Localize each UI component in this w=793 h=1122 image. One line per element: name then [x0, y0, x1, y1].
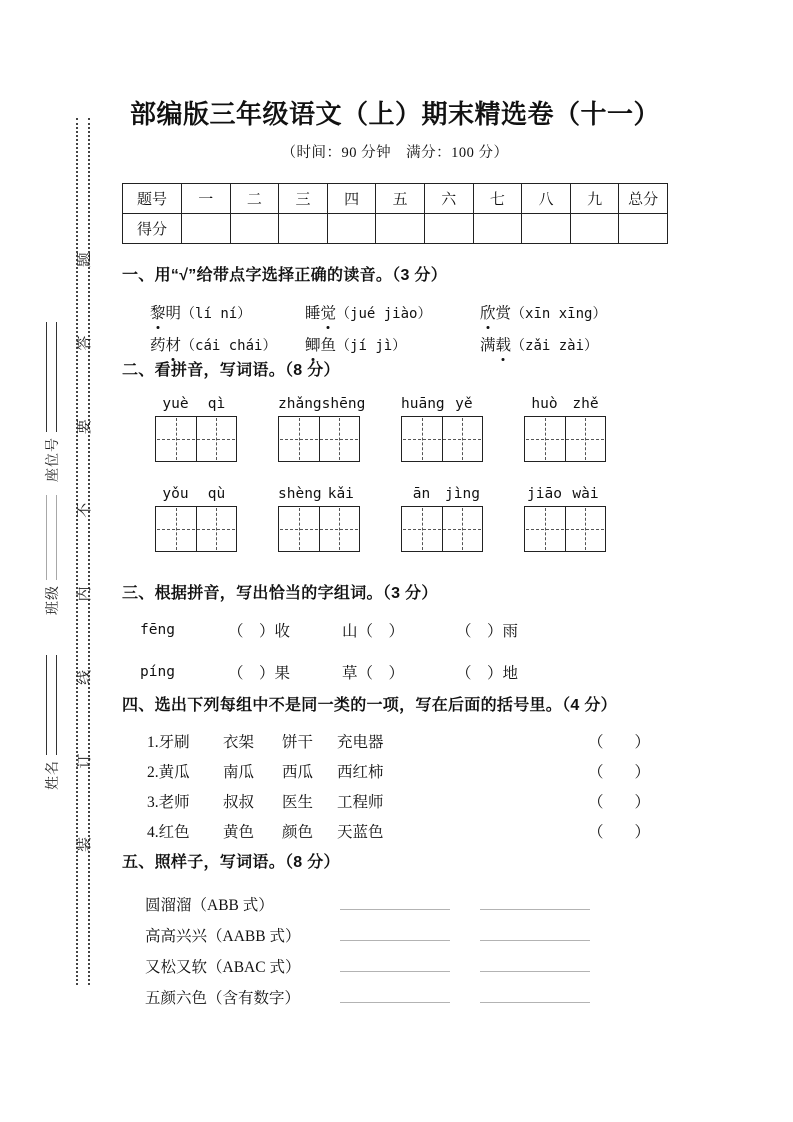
grid-cell [525, 507, 565, 551]
pinyin-grid-row [122, 486, 674, 552]
score-table-empty-cell [521, 213, 570, 243]
seat-number-field-blank [46, 322, 57, 432]
class-field [41, 495, 62, 615]
pinyin-grid-group [155, 396, 237, 462]
odd-one-out-row [122, 816, 674, 846]
pinyin-grid-row [122, 396, 674, 462]
answer-blank-line [480, 970, 590, 972]
pinyin-options: （cái chái） [181, 338, 277, 354]
score-table-empty-cell [375, 213, 424, 243]
fill-character-row [122, 618, 674, 642]
odd-one-out-row [122, 726, 674, 756]
name-field [41, 655, 62, 790]
score-table-header-cell: 六 [424, 184, 473, 213]
phonetic-choice-item [305, 301, 480, 323]
section4-heading: 四、选出下列每组中不是同一类的一项，写在后面的括号里。（4 分） [122, 697, 617, 714]
target-word [480, 337, 511, 354]
phonetic-choice-item [150, 301, 305, 323]
pinyin-grid-group [401, 396, 483, 462]
word-option [147, 730, 223, 752]
answer-blank-line [480, 908, 590, 910]
pinyin-syllable: qù [207, 486, 226, 502]
binding-char: 答 [76, 335, 93, 351]
grid-cell [525, 417, 565, 461]
answer-bracket: （ ） [588, 734, 651, 751]
score-table-empty-cell [473, 213, 522, 243]
name-field-label: 姓名 [45, 760, 61, 790]
word-option: 叔叔 [223, 794, 255, 811]
section-fill-character [122, 583, 674, 684]
grid-cell [279, 507, 319, 551]
section5-heading: 五、照样子，写词语。（8 分） [122, 854, 340, 871]
word-option: 饼干 [282, 734, 314, 751]
pinyin-syllable: shèng [278, 486, 322, 502]
pinyin-label [155, 396, 237, 416]
grid-cell [565, 507, 606, 551]
fill-blank-item: （ ）地 [456, 665, 519, 682]
score-table-header-cell: 三 [278, 184, 327, 213]
word-option: 工程师 [337, 794, 384, 811]
fill-blank-item: 草（ ） [342, 665, 405, 682]
binding-char: 题 [76, 252, 93, 268]
target-word [305, 337, 336, 354]
reading-choice-row [122, 301, 674, 323]
seat-number-field-label: 座位号 [45, 437, 61, 482]
word-char: 欣 [480, 301, 496, 323]
grid-cell [279, 417, 319, 461]
pinyin-label [401, 396, 483, 416]
binding-char: 要 [76, 419, 93, 435]
binding-char: 内 [76, 586, 93, 602]
grid-cell [442, 417, 483, 461]
word-char: 睡 [305, 305, 321, 322]
answer-blank-line [340, 908, 450, 910]
grid-cell [196, 507, 237, 551]
pinyin-options: （jí jì） [336, 338, 407, 354]
pinyin-options: （xīn xīng） [511, 306, 607, 322]
word-option: 医生 [282, 794, 314, 811]
score-table-header-cell: 四 [327, 184, 376, 213]
word-text: 老师 [158, 794, 190, 811]
writing-grid [278, 416, 360, 462]
grid-cell [319, 417, 360, 461]
page-title: 部编版三年级语文（上）期末精选卷（十一） [129, 99, 660, 129]
grid-cell [319, 507, 360, 551]
pinyin-cue: fēng [140, 622, 175, 638]
score-table-header-cell: 五 [375, 184, 424, 213]
pinyin-syllable: jiāo [527, 486, 562, 502]
target-word [150, 337, 181, 354]
answer-blank-line [480, 1001, 590, 1003]
pinyin-options: （lí ní） [181, 306, 252, 322]
phonetic-choice-item [480, 301, 606, 323]
pattern-example: 五颜六色（含有数字） [145, 990, 301, 1007]
word-pattern-row [122, 977, 674, 1008]
target-word [480, 305, 511, 322]
writing-grid [401, 506, 483, 552]
section-odd-one-out [122, 695, 674, 846]
target-word [150, 305, 181, 322]
word-char: 鱼 [320, 337, 337, 354]
word-char: 觉 [321, 301, 337, 323]
word-option: 衣架 [223, 734, 255, 751]
word-char: 满 [480, 337, 496, 354]
pinyin-label [524, 486, 606, 506]
pinyin-syllable: zhǎng [278, 396, 322, 412]
section-reading-choice [122, 265, 674, 355]
fill-blank-item: （ ）收 [228, 623, 291, 640]
score-table-empty-cell [327, 213, 376, 243]
answer-bracket: （ ） [588, 824, 651, 841]
binding-char: 不 [76, 502, 93, 518]
section3-heading: 三、根据拼音，写出恰当的字组词。（3 分） [122, 585, 438, 602]
writing-grid [524, 506, 606, 552]
score-table-header-cell: 二 [230, 184, 279, 213]
word-pattern-row [122, 884, 674, 915]
pinyin-label [524, 396, 606, 416]
word-option: 颜色 [282, 824, 314, 841]
writing-grid [401, 416, 483, 462]
score-table-header-cell: 七 [473, 184, 522, 213]
score-table [122, 183, 668, 244]
pinyin-grid-group [524, 486, 606, 552]
grid-cell [402, 417, 442, 461]
pinyin-label [155, 486, 237, 506]
answer-blank-line [340, 1001, 450, 1003]
word-char: 载 [496, 333, 512, 355]
section-pinyin-writing [122, 360, 674, 552]
grid-cell [156, 507, 196, 551]
pinyin-syllable: qì [207, 396, 226, 412]
word-char: 黎 [150, 301, 166, 323]
pinyin-syllable: shēng [321, 396, 366, 412]
word-char: 药 [150, 337, 166, 354]
item-number: 2. [147, 764, 159, 781]
phonetic-choice-item [480, 333, 598, 355]
word-option [147, 820, 223, 842]
score-table-header-cell: 九 [570, 184, 619, 213]
word-option: 充电器 [337, 734, 384, 751]
odd-one-out-row [122, 786, 674, 816]
pinyin-syllable: ān [412, 486, 431, 502]
word-text: 红色 [158, 824, 190, 841]
word-char: 赏 [495, 305, 512, 322]
fill-blank-item: （ ）雨 [456, 623, 519, 640]
pinyin-syllable: yuè [162, 396, 189, 412]
word-option [147, 760, 223, 782]
word-pattern-row [122, 915, 674, 946]
pinyin-grid-group [278, 486, 360, 552]
name-field-blank [46, 655, 57, 755]
pinyin-syllable: kǎi [327, 486, 354, 502]
pinyin-syllable: huò [531, 396, 558, 412]
writing-grid [524, 416, 606, 462]
exam-time-score-subtitle: （时间：90 分钟 满分：100 分） [281, 145, 509, 161]
answer-blank-line [480, 939, 590, 941]
word-option: 西瓜 [282, 764, 314, 781]
word-option: 黄色 [223, 824, 255, 841]
grid-cell [565, 417, 606, 461]
section-word-pattern [122, 852, 674, 1008]
pinyin-options: （zǎi zài） [511, 338, 599, 354]
reading-choice-row [122, 333, 674, 355]
pinyin-options: （jué jiào） [336, 306, 432, 322]
fill-blank-item: 山（ ） [342, 623, 405, 640]
score-table-empty-cell [618, 213, 667, 243]
pinyin-grid-group [524, 396, 606, 462]
score-table-empty-cell [278, 213, 327, 243]
word-option: 西红柿 [337, 764, 384, 781]
word-text: 黄瓜 [158, 764, 190, 781]
score-table-header-cell: 八 [521, 184, 570, 213]
pinyin-grid-group [155, 486, 237, 552]
pinyin-grid-group [401, 486, 483, 552]
word-char: 材 [166, 333, 182, 355]
writing-grid [155, 416, 237, 462]
answer-blank-line [340, 970, 450, 972]
grid-cell [196, 417, 237, 461]
phonetic-choice-item [305, 333, 480, 355]
word-char: 明 [165, 305, 182, 322]
answer-bracket: （ ） [588, 764, 651, 781]
score-table-header-cell: 一 [181, 184, 230, 213]
score-table-header-cell: 题号 [136, 192, 167, 208]
item-number: 1. [147, 734, 159, 751]
section1-heading: 一、用“√”给带点字选择正确的读音。（3 分） [122, 267, 448, 284]
pinyin-syllable: zhě [572, 396, 599, 412]
pattern-example: 圆溜溜（ABB 式） [145, 897, 274, 914]
seat-number-field [41, 322, 62, 482]
class-field-blank [46, 495, 57, 580]
answer-blank-line [340, 939, 450, 941]
answer-bracket: （ ） [588, 794, 651, 811]
writing-grid [278, 506, 360, 552]
target-word [305, 305, 336, 322]
score-table-score-label: 得分 [123, 213, 181, 243]
fill-blank-item: （ ）果 [228, 665, 291, 682]
word-option: 天蓝色 [337, 824, 384, 841]
binding-char: 订 [76, 753, 93, 769]
pattern-example: 高高兴兴（AABB 式） [145, 928, 301, 945]
pinyin-label [278, 396, 366, 416]
phonetic-choice-item [150, 333, 305, 355]
binding-text [70, 252, 96, 852]
binding-char: 装 [76, 836, 93, 852]
word-option [147, 790, 223, 812]
word-text: 牙刷 [158, 734, 190, 751]
word-char: 鲫 [305, 333, 321, 355]
item-number: 4. [147, 824, 159, 841]
score-table-header-cell: 总分 [618, 184, 667, 213]
writing-grid [155, 506, 237, 552]
odd-one-out-row [122, 756, 674, 786]
grid-cell [442, 507, 483, 551]
word-option: 南瓜 [223, 764, 255, 781]
pinyin-syllable: huāng [401, 396, 445, 412]
pinyin-label [278, 486, 360, 506]
item-number: 3. [147, 794, 159, 811]
pinyin-syllable: yǒu [162, 486, 189, 502]
pinyin-grid-group [278, 396, 366, 462]
pinyin-syllable: yě [455, 396, 473, 412]
score-table-empty-cell [424, 213, 473, 243]
score-table-empty-cell [570, 213, 619, 243]
fill-character-row [122, 660, 674, 684]
binding-char: 线 [76, 669, 93, 685]
word-pattern-row [122, 946, 674, 977]
section2-heading: 二、看拼音，写词语。（8 分） [122, 362, 340, 379]
pinyin-syllable: jìng [445, 486, 480, 502]
pinyin-label [401, 486, 483, 506]
score-table-empty-cell [181, 213, 230, 243]
pattern-example: 又松又软（ABAC 式） [145, 959, 301, 976]
class-field-label: 班级 [45, 585, 61, 615]
grid-cell [402, 507, 442, 551]
pinyin-syllable: wài [572, 486, 599, 502]
score-table-empty-cell [230, 213, 279, 243]
pinyin-cue: píng [140, 664, 175, 680]
grid-cell [156, 417, 196, 461]
